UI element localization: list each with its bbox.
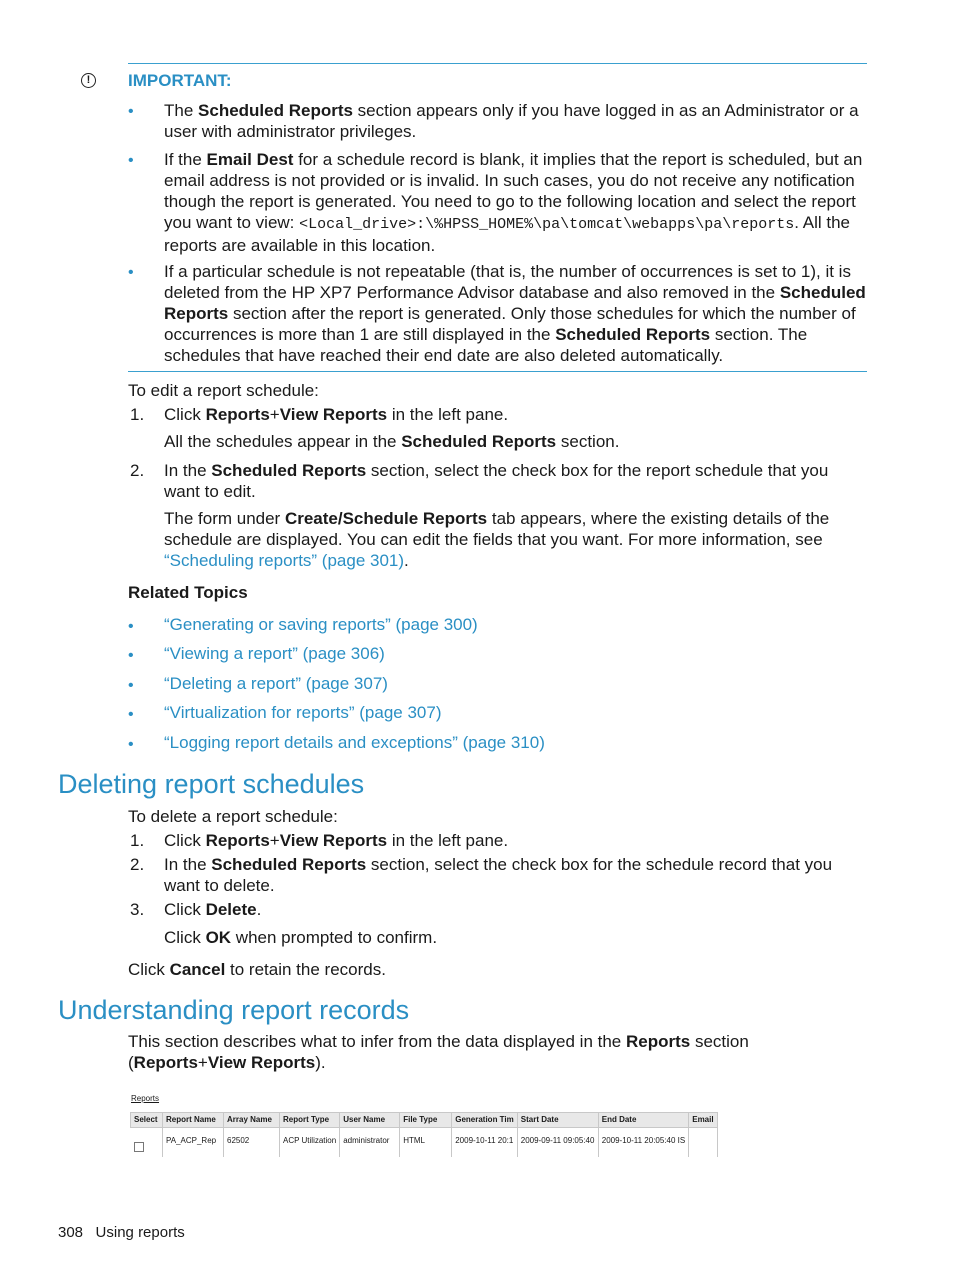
important-title: IMPORTANT: [128, 71, 232, 90]
important-top-rule [128, 63, 867, 64]
bullet-icon: • [128, 677, 134, 694]
table-cell: 2009-10-11 20:05:40 IS [598, 1128, 688, 1158]
related-link-deleting[interactable]: “Deleting a report” (page 307) [164, 674, 388, 693]
step-number: 2. [130, 855, 145, 874]
delete-cancel-note: Click Cancel to retain the records. [128, 960, 386, 979]
edit-step-2-note: The form under Create/Schedule Reports tab appears, where the existing details of the schedule are displayed. You can edit the fields that you want. For more information, see “Scheduling reports” (page 301). [164, 509, 830, 570]
col-file-type: File Type [400, 1113, 452, 1128]
delete-step-3-note: Click OK when prompted to confirm. [164, 928, 438, 947]
bullet-icon: • [128, 736, 134, 753]
important-icon: ! [81, 73, 96, 88]
col-start-date: Start Date [517, 1113, 598, 1128]
col-report-name: Report Name [163, 1113, 224, 1128]
deleting-heading: Deleting report schedules [58, 769, 365, 799]
important-bullet-3: If a particular schedule is not repeatable (that is, the number of occurrences is set to 1), it is deleted from the HP XP7 Performance Advisor database and also removed in the Scheduled Reports section after the report is generated. Only those schedules for which the number of occurrences is more than 1 are still displayed in the Scheduled Reports section. The schedules that have reached their end date are also deleted automatically. [164, 262, 866, 365]
step-number: 2. [130, 461, 145, 480]
col-user-name: User Name [340, 1113, 400, 1128]
table-header-row [131, 1113, 718, 1128]
bullet-icon: • [128, 264, 134, 281]
understanding-paragraph: This section describes what to infer from the data displayed in the Reports section (Reports+View Reports). [128, 1032, 749, 1072]
bullet-icon: • [128, 706, 134, 723]
table-cell: 2009-10-11 20:1 [452, 1128, 518, 1158]
page-footer [58, 1222, 185, 1243]
table-cell: PA_ACP_Rep [163, 1128, 224, 1158]
table-row [131, 1128, 718, 1158]
footer-section: Using reports [95, 1224, 185, 1241]
table-cell [689, 1128, 718, 1158]
col-end-date: End Date [598, 1113, 688, 1128]
delete-step-1: Click Reports+View Reports in the left pane. [164, 831, 509, 850]
bullet-icon: • [128, 152, 134, 169]
bullet-icon: • [128, 647, 134, 664]
reports-table [130, 1112, 718, 1157]
important-bottom-rule [128, 371, 867, 372]
col-array-name: Array Name [224, 1113, 280, 1128]
table-cell: 62502 [224, 1128, 280, 1158]
table-cell: HTML [400, 1128, 452, 1158]
understanding-heading: Understanding report records [58, 995, 410, 1025]
related-link-generating[interactable]: “Generating or saving reports” (page 300) [164, 615, 478, 634]
edit-step-1: Click Reports+View Reports in the left pane. [164, 405, 509, 424]
table-cell: ACP Utilization [280, 1128, 340, 1158]
related-link-viewing[interactable]: “Viewing a report” (page 306) [164, 644, 385, 663]
reports-table-caption: Reports [131, 1094, 160, 1103]
delete-step-3: Click Delete. [164, 900, 262, 919]
edit-intro: To edit a report schedule: [128, 381, 319, 400]
important-bullet-2: If the Email Dest for a schedule record is blank, it implies that the report is scheduled, but an email address is not provided or is invalid. In such cases, you do not receive any notification though the report is generated. You need to go to the following location and select the report you want to view: <Local_drive>:\%HPSS_HOME%\pa\tomcat\webapps\pa\reports. All the reports are available in this location. [164, 150, 863, 255]
delete-intro: To delete a report schedule: [128, 807, 338, 826]
bullet-icon: • [128, 103, 134, 120]
bullet-icon: • [128, 618, 134, 635]
related-link-virtualization[interactable]: “Virtualization for reports” (page 307) [164, 703, 442, 722]
row-select-checkbox[interactable] [134, 1142, 144, 1152]
important-bullet-1: The Scheduled Reports section appears only if you have logged in as an Administrator or a user with administrator privileges. [164, 101, 859, 141]
step-number: 3. [130, 900, 145, 919]
step-number: 1. [130, 405, 145, 424]
related-link-logging[interactable]: “Logging report details and exceptions” (page 310) [164, 733, 545, 752]
reports-path-code: <Local_drive>:\%HPSS_HOME%\pa\tomcat\webapps\pa\reports [299, 216, 795, 233]
page-number: 308 [58, 1224, 84, 1241]
related-topics-title: Related Topics [128, 583, 248, 602]
scheduling-reports-link[interactable]: “Scheduling reports” (page 301) [164, 551, 405, 570]
col-report-type: Report Type [280, 1113, 340, 1128]
edit-step-1-note: All the schedules appear in the Scheduled Reports section. [164, 432, 620, 451]
delete-step-2: In the Scheduled Reports section, select the check box for the schedule record that you want to delete. [164, 855, 833, 895]
step-number: 1. [130, 831, 145, 850]
edit-step-2: In the Scheduled Reports section, select the check box for the report schedule that you want to edit. [164, 461, 829, 501]
col-select: Select [131, 1113, 163, 1128]
col-generation-time: Generation Tim [452, 1113, 518, 1128]
table-cell: 2009-09-11 09:05:40 [517, 1128, 598, 1158]
col-email: Email [689, 1113, 718, 1128]
table-cell: administrator [340, 1128, 400, 1158]
select-cell [131, 1128, 163, 1158]
